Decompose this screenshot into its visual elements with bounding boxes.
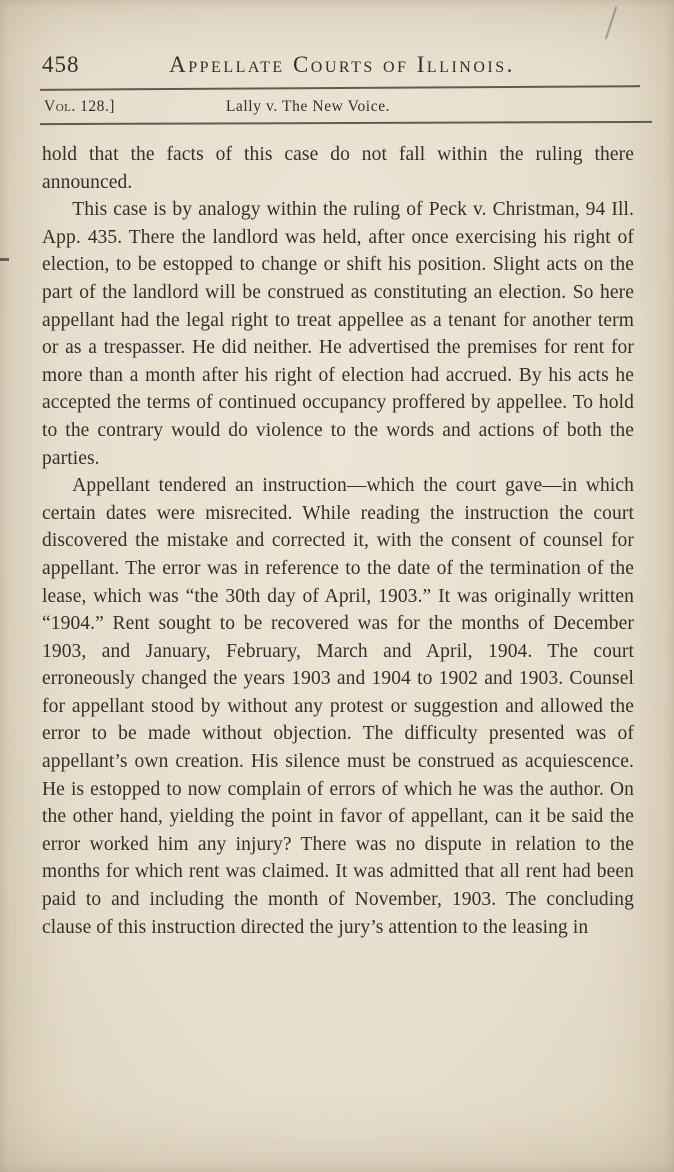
running-head: Appellate Courts of Illinois.: [169, 52, 515, 77]
paragraph: Appellant tendered an instruction—which the court gave—in which certain dates were misrecited. While reading the instruction the court discovered the mistake and corrected it, with the consent of counsel for appellant. The error was in reference to the date of the termination of the lease, which was “the 30th day of April, 1903.” It was originally written “1904.” Rent sought to be recovered was for the months of December 1903, and January, February, March and April, 1904. The court erroneously changed the years 1903 and 1904 to 1902 and 1903. Counsel for appellant stood by without any protest or suggestion and allowed the error to be made without objection. The difficulty presented was of appellant’s own creation. His silence must be construed as acquiescence. He is estopped to now complain of errors of which he was the author. On the other hand, yielding the point in favor of appellant, can it be said the error worked him any injury? There was no dispute in relation to the months for which rent was claimed. It was admitted that all rent had been paid to and including the month of November, 1903. The concluding clause of this instruction directed the jury’s attention to the leasing in: [42, 475, 634, 938]
header-rule: [40, 85, 640, 91]
paragraph-continuation: hold that the facts of this case do not fall within the ruling there announced.: [42, 144, 634, 193]
scan-artifact: [0, 258, 9, 261]
page-number: 458: [42, 52, 80, 77]
paragraph: This case is by analogy within the ruling of Peck v. Christman, 94 Ill. App. 435. There the landlord was held, after once exercising his right of election, to be estopped to change or shift his position. Slight acts on the part of the landlord will be construed as constituting an election. So here appellant had the legal right to treat appellee as a tenant for another term or as a trespasser. He did neither. He advertised the premises for rent for more than a month after his right of election had accrued. By his acts he accepted the terms of continued occupancy proffered by appellee. To hold to the contrary would do violence to the words and actions of both the parties.: [42, 199, 634, 469]
opinion-text: [0, 124, 674, 941]
volume-label: Vol. 128.]: [44, 98, 115, 115]
page-header: [0, 52, 674, 78]
scan-artifact: [605, 7, 617, 40]
case-header: [0, 98, 674, 116]
case-title: Lally v. The New Voice.: [225, 98, 391, 115]
